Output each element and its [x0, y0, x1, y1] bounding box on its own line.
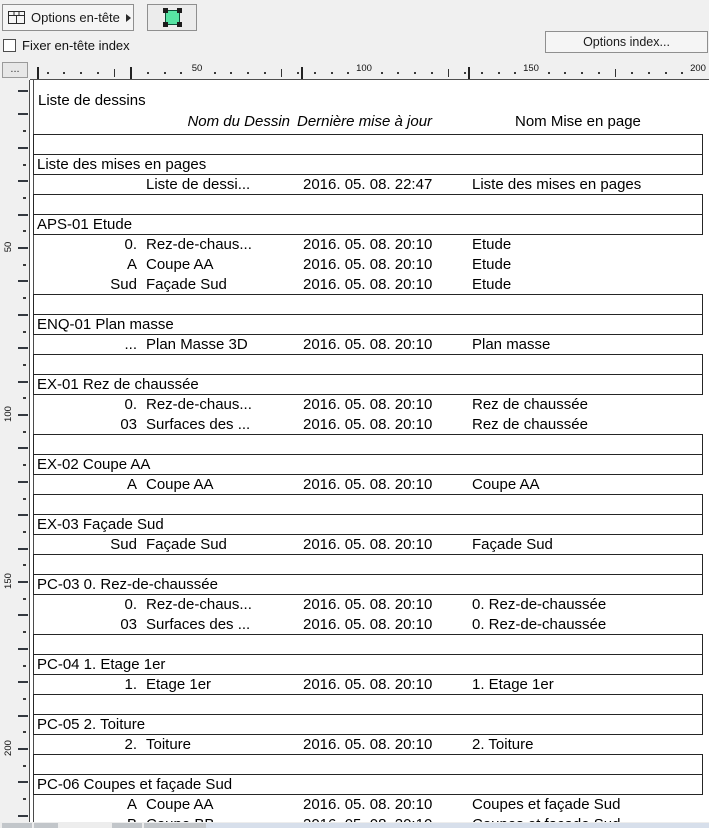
cell-drawing-name[interactable]: Coupe AA — [146, 256, 214, 273]
cell-drawing-id[interactable]: 03 — [120, 416, 137, 433]
cell-drawing-name[interactable]: Plan Masse 3D — [146, 336, 248, 353]
section-spacer-box — [33, 434, 703, 455]
table-row[interactable] — [33, 595, 703, 615]
fix-header-checkbox-row[interactable] — [3, 38, 130, 53]
cell-drawing-id[interactable]: Sud — [110, 276, 137, 293]
scroll-button[interactable] — [34, 823, 58, 828]
cell-drawing-name[interactable]: Façade Sud — [146, 536, 227, 553]
vertical-ruler[interactable] — [0, 80, 30, 828]
cell-drawing-name[interactable]: Rez-de-chaus... — [146, 236, 252, 253]
cell-last-update[interactable]: 2016. 05. 08. 20:10 — [303, 736, 433, 753]
cell-last-update[interactable]: 2016. 05. 08. 20:10 — [303, 396, 433, 413]
cell-layout-name[interactable]: 1. Etage 1er — [472, 676, 554, 693]
cell-last-update[interactable]: 2016. 05. 08. 20:10 — [303, 236, 433, 253]
cell-last-update[interactable]: 2016. 05. 08. 20:10 — [303, 596, 433, 613]
cell-drawing-name[interactable]: Façade Sud — [146, 276, 227, 293]
cell-layout-name[interactable]: Etude — [472, 256, 512, 273]
marquee-icon — [163, 8, 182, 27]
marquee-tool-button[interactable] — [147, 4, 197, 31]
table-row[interactable] — [33, 675, 703, 695]
cell-layout-name[interactable]: Coupe AA — [472, 476, 540, 493]
scroll-button[interactable] — [112, 823, 142, 828]
column-tab-stop[interactable] — [130, 67, 132, 79]
cell-last-update[interactable]: 2016. 05. 08. 20:10 — [303, 256, 433, 273]
cell-drawing-name[interactable]: Liste de dessi... — [146, 176, 251, 193]
ruler-label: 200 — [3, 740, 14, 756]
header-options-label: Options en-tête — [31, 10, 120, 25]
ruler-label: 100 — [3, 406, 14, 422]
section-header[interactable]: APS-01 Etude — [33, 214, 703, 235]
horizontal-ruler[interactable] — [30, 60, 709, 80]
table-row[interactable] — [33, 235, 703, 255]
section-header[interactable]: EX-02 Coupe AA — [33, 454, 703, 475]
section-header[interactable]: PC-06 Coupes et façade Sud — [33, 774, 703, 795]
table-header-icon — [8, 11, 25, 24]
ruler-label: 150 — [3, 573, 14, 589]
bottom-scrollbar[interactable] — [0, 822, 709, 828]
scroll-button[interactable] — [144, 823, 206, 828]
index-options-label: Options index... — [583, 35, 670, 49]
cell-drawing-name[interactable]: Surfaces des ... — [146, 416, 251, 433]
cell-layout-name[interactable]: 2. Toiture — [472, 736, 534, 753]
cell-last-update[interactable]: 2016. 05. 08. 20:10 — [303, 416, 433, 433]
ruler-label: 150 — [523, 63, 539, 74]
fix-header-checkbox[interactable] — [3, 39, 16, 52]
table-row[interactable] — [33, 735, 703, 755]
section-header[interactable]: PC-05 2. Toiture — [33, 714, 703, 735]
section-spacer-box — [33, 294, 703, 315]
cell-drawing-id[interactable]: ... — [124, 336, 137, 353]
table-row[interactable] — [33, 475, 703, 495]
cell-drawing-id[interactable]: 2. — [124, 736, 137, 753]
table-row[interactable] — [33, 415, 703, 435]
cell-drawing-id[interactable]: 0. — [124, 236, 137, 253]
section-spacer-box — [33, 354, 703, 375]
ruler-label: 50 — [191, 63, 203, 74]
cell-drawing-name[interactable]: Rez-de-chaus... — [146, 596, 252, 613]
section-spacer-box — [33, 194, 703, 215]
cell-last-update[interactable]: 2016. 05. 08. 20:10 — [303, 476, 433, 493]
section-header[interactable]: EX-03 Façade Sud — [33, 514, 703, 535]
column-tab-stop[interactable] — [468, 67, 470, 79]
cell-last-update[interactable]: 2016. 05. 08. 20:10 — [303, 796, 433, 813]
section-header[interactable]: PC-04 1. Etage 1er — [33, 654, 703, 675]
cell-last-update[interactable]: 2016. 05. 08. 20:10 — [303, 536, 433, 553]
cell-layout-name[interactable]: Façade Sud — [472, 536, 553, 553]
cell-last-update[interactable]: 2016. 05. 08. 20:10 — [303, 336, 433, 353]
section-header[interactable]: PC-03 0. Rez-de-chaussée — [33, 574, 703, 595]
cell-layout-name[interactable]: Plan masse — [472, 336, 551, 353]
cell-drawing-id[interactable]: 03 — [120, 616, 137, 633]
cell-last-update[interactable]: 2016. 05. 08. 22:47 — [303, 176, 433, 193]
table-row[interactable] — [33, 615, 703, 635]
cell-drawing-id[interactable]: Sud — [110, 536, 137, 553]
cell-drawing-id[interactable]: A — [126, 256, 137, 273]
section-spacer-box — [33, 494, 703, 515]
column-tab-stop[interactable] — [301, 67, 303, 79]
flyout-arrow-icon — [126, 14, 131, 22]
section-spacer-box — [33, 694, 703, 715]
sections — [33, 135, 703, 828]
cell-drawing-name[interactable]: Coupe AA — [146, 796, 214, 813]
cell-layout-name[interactable]: 0. Rez-de-chaussée — [472, 616, 607, 633]
cell-last-update[interactable]: 2016. 05. 08. 20:10 — [303, 276, 433, 293]
index-options-button[interactable] — [545, 31, 708, 53]
column-tab-stop[interactable] — [37, 67, 39, 79]
column-header-layout[interactable]: Nom Mise en page — [515, 113, 641, 130]
ruler-label: 100 — [356, 63, 372, 74]
cell-layout-name[interactable]: Etude — [472, 276, 512, 293]
table-row[interactable] — [33, 175, 703, 195]
ruler-label: 200 — [690, 63, 706, 74]
section-spacer-box — [33, 134, 703, 155]
table-row[interactable] — [33, 395, 703, 415]
header-options-button[interactable] — [2, 4, 134, 31]
cell-last-update[interactable]: 2016. 05. 08. 20:10 — [303, 616, 433, 633]
section-spacer-box — [33, 634, 703, 655]
cell-drawing-name[interactable]: Surfaces des ... — [146, 616, 251, 633]
cell-layout-name[interactable]: Rez de chaussée — [472, 416, 588, 433]
cell-layout-name[interactable]: Rez de chaussée — [472, 396, 588, 413]
section-header[interactable]: ENQ-01 Plan masse — [33, 314, 703, 335]
cell-layout-name[interactable]: 0. Rez-de-chaussée — [472, 596, 607, 613]
section-header[interactable]: EX-01 Rez de chaussée — [33, 374, 703, 395]
row-tab-stop[interactable] — [18, 90, 28, 92]
section-spacer-box — [33, 554, 703, 575]
cell-last-update[interactable]: 2016. 05. 08. 20:10 — [303, 676, 433, 693]
table-row[interactable] — [33, 335, 703, 355]
column-header-name[interactable]: Nom du Dessin — [187, 113, 290, 130]
table-row[interactable] — [33, 275, 703, 295]
cell-drawing-name[interactable]: Coupe AA — [146, 476, 214, 493]
cell-drawing-id[interactable]: A — [126, 476, 137, 493]
cell-layout-name[interactable]: Coupes et façade Sud — [472, 796, 621, 813]
cell-drawing-id[interactable]: 1. — [124, 676, 137, 693]
cell-drawing-name[interactable]: Rez-de-chaus... — [146, 396, 252, 413]
schedule-title[interactable]: Liste de dessins — [38, 92, 146, 109]
scrollbar-track[interactable] — [206, 823, 709, 828]
cell-drawing-id[interactable]: 0. — [124, 596, 137, 613]
cell-layout-name[interactable]: Liste des mises en pages — [472, 176, 642, 193]
cell-drawing-id[interactable]: A — [126, 796, 137, 813]
cell-drawing-name[interactable]: Toiture — [146, 736, 192, 753]
table-row[interactable] — [33, 795, 703, 815]
ruler-corner-button[interactable]: ... — [2, 62, 28, 78]
cell-layout-name[interactable]: Etude — [472, 236, 512, 253]
cell-drawing-id[interactable]: 0. — [124, 396, 137, 413]
cell-drawing-name[interactable]: Etage 1er — [146, 676, 212, 693]
section-spacer-box — [33, 754, 703, 775]
schedule-page — [30, 80, 709, 828]
fix-header-label: Fixer en-tête index — [22, 38, 130, 53]
scroll-button[interactable] — [2, 823, 32, 828]
section-header[interactable]: Liste des mises en pages — [33, 154, 703, 175]
table-row[interactable] — [33, 255, 703, 275]
column-header-updated[interactable]: Dernière mise à jour — [297, 113, 433, 130]
ruler-label: 50 — [3, 241, 14, 253]
table-row[interactable] — [33, 535, 703, 555]
